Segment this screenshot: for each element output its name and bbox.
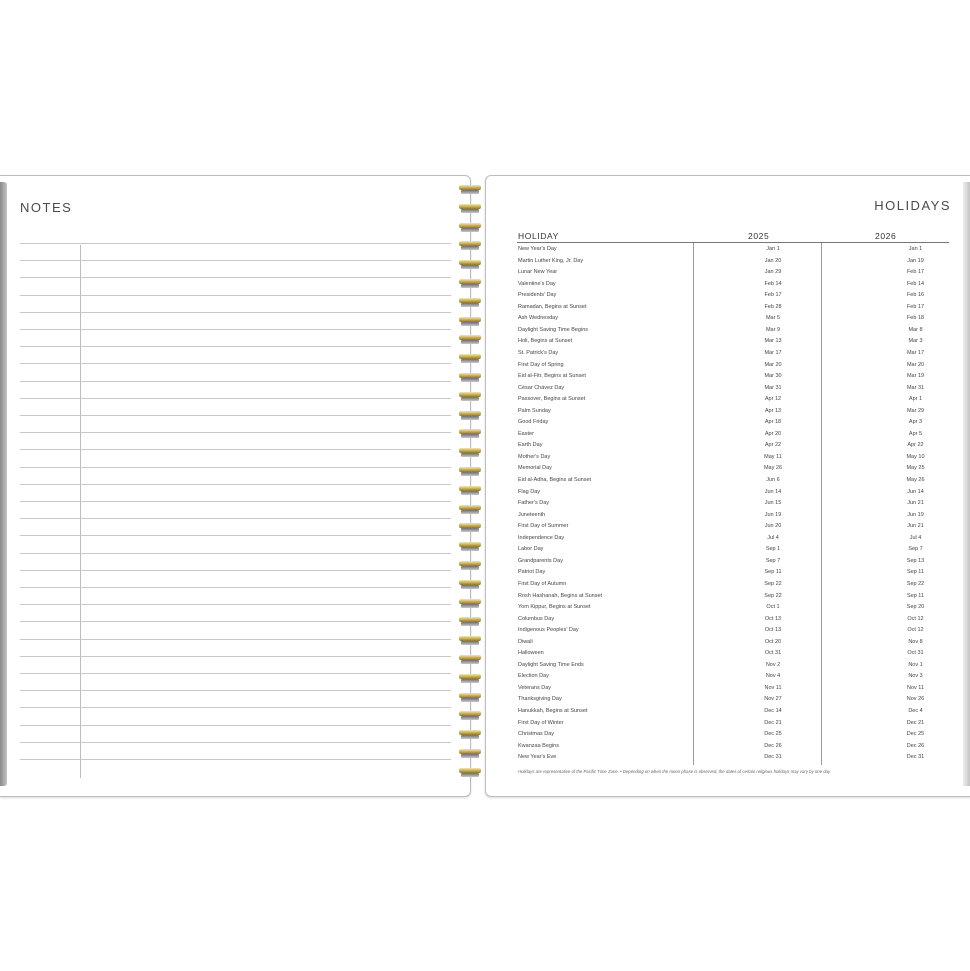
header-rule (517, 242, 949, 243)
date-2025: Sep 7 (765, 557, 781, 564)
spiral-ring (459, 636, 481, 645)
holiday-name: Yom Kippur, Begins at Sunset (518, 604, 591, 611)
holidays-page (485, 175, 970, 797)
date-2025: Sep 22 (764, 592, 782, 599)
holiday-row (518, 752, 925, 763)
tab-edge (0, 182, 7, 786)
holiday-row (518, 325, 923, 336)
spiral-ring (459, 655, 481, 664)
holiday-row (518, 579, 925, 590)
date-2025: Mar 30 (764, 373, 782, 380)
date-2026: Nov 8 (908, 638, 923, 645)
open-planner (0, 175, 970, 797)
holiday-row (518, 360, 925, 371)
spiral-ring (459, 730, 481, 739)
holiday-row (518, 463, 925, 474)
notes-rule-line (20, 673, 451, 674)
date-2025: Apr 18 (764, 419, 782, 426)
notes-rule-line (20, 415, 451, 416)
holiday-row (518, 683, 925, 694)
holiday-row (518, 429, 923, 440)
holiday-name: Juneteenth (518, 511, 546, 518)
date-2026: Mar 3 (908, 338, 923, 345)
spiral-ring (459, 542, 481, 551)
date-2025: Mar 17 (764, 349, 782, 356)
spiral-ring (459, 711, 481, 720)
holiday-name: Patriot Day (518, 569, 546, 576)
date-2026: Jun 21 (907, 523, 924, 530)
notes-rule-line (20, 707, 451, 708)
holiday-row (518, 440, 924, 451)
date-2025: Apr 20 (764, 430, 782, 437)
holiday-name: Thanksgiving Day (518, 696, 562, 703)
holiday-row (518, 602, 925, 613)
spiral-ring (459, 411, 481, 420)
notes-lined-area (20, 243, 451, 778)
date-2026: Feb 17 (906, 269, 925, 276)
notes-rule-line (20, 501, 451, 502)
date-2025: Sep 11 (764, 569, 782, 576)
date-2026: Mar 8 (908, 326, 923, 333)
date-2025: Jul 4 (767, 534, 779, 541)
holiday-name: Labor Day (518, 546, 544, 553)
date-2025: Dec 31 (764, 754, 782, 761)
holiday-row (518, 521, 924, 532)
notes-rule-line (20, 381, 451, 382)
notes-rule-line (20, 656, 451, 657)
holiday-name: Ramadan, Begins at Sunset (518, 303, 587, 310)
notes-rule-line (20, 690, 451, 691)
holiday-row (518, 694, 925, 705)
notes-rule-line (20, 604, 451, 605)
holiday-name: First Day of Spring (518, 361, 564, 368)
date-2026: Mar 20 (906, 361, 925, 368)
holiday-name: Holi, Begins at Sunset (518, 338, 573, 345)
notes-rule-line (20, 329, 451, 330)
date-2026: Nov 1 (908, 661, 923, 668)
footnote: Holidays are representative of the Pacific Time Zone. • Depending on when the moon phase is observed, the dates of certain religious holidays may vary by one day. (518, 769, 832, 774)
holiday-row (518, 614, 924, 625)
date-2025: Jan 20 (764, 257, 782, 264)
date-2025: Jan 1 (766, 246, 780, 252)
spiral-ring (459, 373, 481, 382)
date-2026: Apr 5 (908, 430, 923, 437)
holiday-row (518, 706, 923, 717)
spiral-ring (459, 486, 481, 495)
holiday-name: Daylight Saving Time Ends (518, 661, 584, 668)
spiral-ring (459, 523, 481, 532)
spiral-ring (459, 260, 481, 269)
date-2025: Oct 1 (766, 604, 780, 611)
holiday-row (518, 498, 924, 509)
holiday-name: Election Day (518, 673, 549, 680)
date-2025: Oct 13 (764, 627, 782, 634)
holiday-row (518, 637, 923, 648)
header-year-2025: 2025 (748, 231, 770, 241)
spiral-ring (459, 429, 481, 438)
date-2025: Apr 12 (764, 396, 782, 403)
notes-rule-line (20, 553, 451, 554)
date-2026: Jun 19 (907, 511, 924, 518)
notes-rule-line (20, 295, 451, 296)
holiday-row (518, 313, 925, 324)
date-2025: Sep 1 (765, 546, 781, 553)
notes-rule-line (20, 570, 451, 571)
holiday-row (518, 279, 925, 290)
date-2026: Sep 11 (906, 592, 925, 599)
date-2025: Jun 14 (764, 488, 782, 495)
spiral-ring (459, 467, 481, 476)
spiral-ring (459, 223, 481, 232)
holiday-name: Grandparents Day (518, 557, 563, 564)
notes-rule-line (20, 742, 451, 743)
date-2026: Jun 21 (907, 500, 924, 507)
notes-page (0, 175, 471, 797)
date-2026: Oct 12 (907, 627, 924, 634)
date-2025: Oct 31 (764, 650, 782, 657)
date-2025: Mar 20 (764, 361, 782, 368)
holiday-row (518, 544, 923, 555)
spiral-ring (459, 448, 481, 457)
holiday-row (518, 244, 923, 255)
spiral-ring (459, 317, 481, 326)
spiral-ring (459, 335, 481, 344)
holiday-row (518, 348, 925, 359)
date-2026: Sep 20 (906, 604, 925, 611)
holiday-row (518, 475, 925, 486)
date-2026: Apr 1 (908, 396, 923, 403)
holiday-name: Lunar New Year (518, 269, 558, 276)
header-holiday: HOLIDAY (518, 231, 559, 241)
spiral-ring (459, 599, 481, 608)
date-2026: Apr 3 (908, 419, 923, 426)
date-2025: Jun 19 (764, 511, 782, 518)
notes-rule-line (20, 432, 451, 433)
spiral-ring (459, 204, 481, 213)
date-2025: May 11 (764, 453, 782, 460)
date-2026: Mar 19 (906, 373, 925, 380)
spiral-ring (459, 693, 481, 702)
holiday-name: Martin Luther King, Jr. Day (518, 257, 584, 264)
date-2026: Sep 11 (906, 569, 925, 576)
holiday-name: Presidents' Day (518, 292, 557, 299)
date-2025: Sep 22 (764, 580, 782, 587)
holiday-name: Hanukkah, Begins at Sunset (518, 708, 588, 714)
date-2026: Dec 25 (906, 731, 925, 738)
date-2025: Nov 4 (765, 673, 781, 680)
holiday-name: Independence Day (518, 534, 565, 541)
holiday-name: Diwali (518, 638, 533, 645)
date-2026: Sep 7 (908, 546, 923, 553)
date-2025: Jun 15 (764, 500, 782, 507)
holiday-name: Christmas Day (518, 731, 555, 738)
date-2026: Nov 26 (906, 696, 925, 703)
date-2025: Jun 20 (764, 523, 782, 530)
date-2025: Mar 31 (764, 384, 782, 391)
holiday-name: Halloween (518, 650, 544, 657)
holiday-name: Good Friday (518, 419, 549, 426)
holiday-name: First Day of Autumn (518, 580, 567, 587)
holiday-row (518, 671, 923, 682)
spiral-ring (459, 185, 481, 194)
holiday-name: César Chávez Day (518, 384, 565, 391)
date-2026: Dec 21 (906, 719, 925, 726)
holiday-name: New Year's Eve (518, 754, 557, 761)
date-2025: Dec 21 (764, 719, 782, 726)
notes-title: NOTES (20, 200, 73, 215)
date-2026: Feb 14 (906, 280, 925, 287)
holiday-name: Eid al-Fitr, Begins at Sunset (518, 373, 586, 380)
notes-rule-line (20, 312, 451, 313)
spiral-ring (459, 505, 481, 514)
date-2025: Jun 6 (766, 477, 780, 483)
holiday-name: Kwanzaa Begins (518, 742, 559, 749)
holiday-name: Flag Day (518, 488, 541, 495)
notes-rule-line (20, 363, 451, 364)
date-2025: Jan 29 (764, 269, 782, 276)
date-2025: Dec 26 (764, 742, 782, 749)
date-2026: Mar 17 (906, 349, 925, 356)
holiday-name: Mother's Day (518, 453, 551, 460)
holiday-name: First Day of Summer (518, 523, 569, 530)
holidays-title: HOLIDAYS (874, 198, 951, 213)
date-2026: Feb 16 (906, 292, 925, 299)
holiday-name: Memorial Day (518, 465, 552, 472)
date-2026: Dec 26 (906, 742, 925, 749)
holiday-row (518, 556, 925, 567)
date-2026: Jun 14 (907, 488, 924, 495)
date-2025: Apr 13 (764, 407, 782, 414)
notes-rule-line (20, 639, 451, 640)
holiday-name: Indigenous Peoples' Day (518, 627, 579, 634)
header-year-2026: 2026 (875, 231, 897, 241)
holiday-row (518, 510, 924, 521)
date-2025: Feb 14 (764, 280, 782, 287)
holiday-name: Earth Day (518, 442, 543, 449)
holiday-row (518, 533, 922, 544)
holiday-row (518, 741, 925, 752)
date-2025: Feb 28 (764, 303, 782, 310)
spiral-binding (459, 185, 481, 785)
holiday-row (518, 336, 923, 347)
date-2025: Nov 27 (764, 696, 782, 703)
holiday-name: Veterans Day (518, 684, 552, 691)
spiral-ring (459, 617, 481, 626)
notes-rule-line (20, 484, 451, 485)
notes-rule-line (20, 725, 451, 726)
notes-rule-line (20, 467, 451, 468)
holiday-name: Valentine's Day (518, 280, 556, 287)
holiday-name: Father's Day (518, 500, 550, 507)
date-2026: Mar 31 (906, 384, 925, 391)
holiday-row (518, 290, 925, 301)
notes-rule-line (20, 260, 451, 261)
spiral-ring (459, 768, 481, 777)
date-2026: Jan 1 (908, 246, 923, 252)
holiday-name: First Day of Winter (518, 719, 564, 726)
holiday-row (518, 417, 923, 428)
date-2026: May 25 (906, 465, 925, 472)
spiral-ring (459, 279, 481, 288)
notes-rule-line (20, 621, 451, 622)
notes-margin-divider (80, 245, 81, 778)
holiday-row (518, 452, 925, 463)
date-2025: Mar 5 (765, 315, 781, 322)
date-2026: Mar 29 (906, 407, 925, 414)
date-2025: Mar 9 (765, 326, 781, 333)
notes-rule-line (20, 759, 451, 760)
date-2025: May 26 (763, 465, 783, 472)
date-2025: Dec 14 (764, 708, 782, 714)
notes-rule-line (20, 346, 451, 347)
holiday-row (518, 567, 925, 578)
date-2026: Feb 17 (906, 303, 925, 310)
holiday-row (518, 406, 925, 417)
holiday-row (518, 256, 924, 267)
spiral-ring (459, 749, 481, 758)
notes-rule-line (20, 518, 451, 519)
date-2026: Sep 13 (906, 557, 925, 564)
date-2026: May 10 (906, 453, 925, 460)
spiral-ring (459, 580, 481, 589)
holiday-name: New Year's Day (518, 246, 557, 252)
spiral-ring (459, 241, 481, 250)
spiral-ring (459, 354, 481, 363)
date-2025: Mar 13 (764, 338, 782, 345)
date-2026: Oct 31 (907, 650, 924, 657)
holiday-row (518, 302, 925, 313)
date-2026: Dec 4 (908, 708, 923, 714)
holiday-name: St. Patrick's Day (518, 349, 559, 356)
date-2026: Jul 4 (909, 534, 922, 541)
holiday-row (518, 625, 924, 636)
date-2025: Oct 13 (764, 615, 782, 622)
date-2026: Sep 22 (906, 580, 925, 587)
spiral-ring (459, 674, 481, 683)
holiday-row (518, 371, 925, 382)
date-2025: Nov 2 (765, 661, 781, 668)
holiday-name: Passover, Begins at Sunset (518, 396, 586, 403)
holiday-name: Daylight Saving Time Begins (518, 326, 589, 333)
date-2025: Apr 22 (764, 442, 782, 449)
holiday-row (518, 718, 925, 729)
notes-rule-line (20, 243, 451, 244)
spiral-ring (459, 561, 481, 570)
date-2026: May 26 (906, 477, 925, 483)
holiday-row (518, 394, 923, 405)
holiday-name: Rosh Hashanah, Begins at Sunset (518, 592, 603, 599)
date-2025: Dec 25 (764, 731, 782, 738)
notes-rule-line (20, 398, 451, 399)
holiday-name: Columbus Day (518, 615, 555, 622)
date-2026: Apr 22 (907, 442, 924, 449)
holiday-row (518, 591, 925, 602)
date-2026: Nov 11 (906, 684, 925, 691)
page-stack-edge (963, 182, 970, 786)
date-2026: Dec 31 (906, 754, 925, 761)
notes-rule-line (20, 587, 451, 588)
spiral-ring (459, 298, 481, 307)
holiday-row (518, 267, 925, 278)
holiday-row (518, 487, 924, 498)
notes-rule-line (20, 449, 451, 450)
holiday-row (518, 660, 923, 671)
spiral-ring (459, 392, 481, 401)
holiday-row (518, 729, 925, 740)
date-2025: Feb 17 (764, 292, 782, 299)
date-2026: Feb 18 (906, 315, 925, 322)
holiday-row (518, 383, 925, 394)
notes-rule-line (20, 277, 451, 278)
holiday-name: Eid al-Adha, Begins at Sunset (518, 477, 592, 483)
holiday-name: Ash Wednesday (518, 315, 558, 322)
date-2026: Oct 12 (907, 615, 924, 622)
holiday-name: Easter (518, 430, 534, 437)
notes-rule-line (20, 535, 451, 536)
holiday-row (518, 648, 924, 659)
date-2025: Oct 20 (764, 638, 782, 645)
date-2026: Jan 19 (907, 257, 924, 264)
date-2026: Nov 3 (908, 673, 923, 680)
date-2025: Nov 11 (764, 684, 782, 691)
holiday-name: Palm Sunday (518, 407, 551, 414)
